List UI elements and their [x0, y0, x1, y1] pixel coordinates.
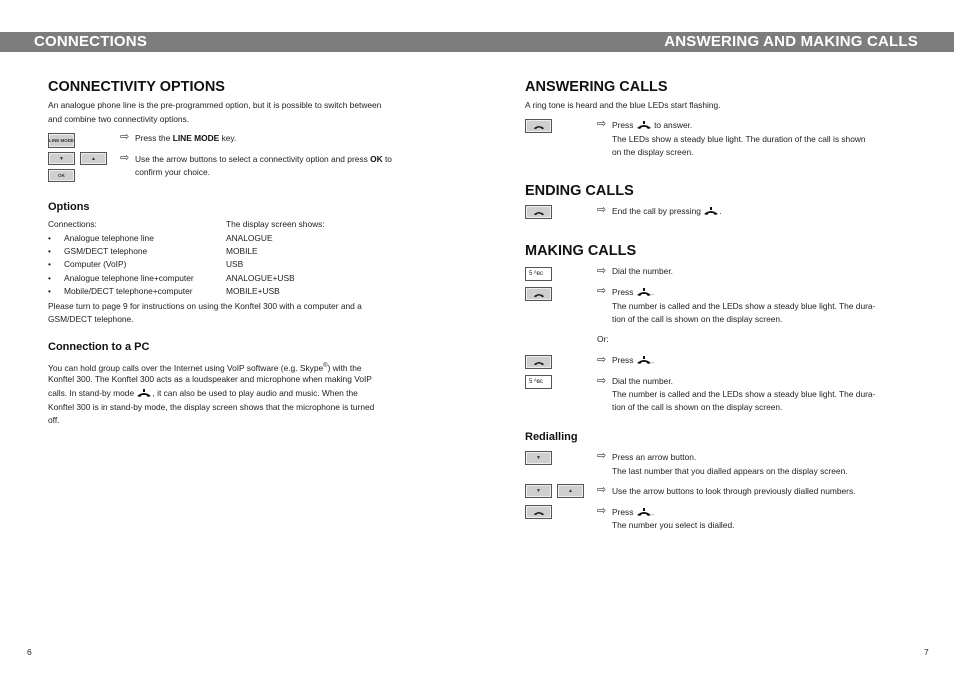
phone-offhook-icon — [136, 389, 152, 398]
connectivity-intro-line1: An analogue phone line is the pre-programmed option, but it is possible to switch between — [48, 100, 382, 110]
header-left-title: CONNECTIONS — [34, 33, 148, 50]
offhook-key-icon — [525, 355, 552, 369]
arrow-up-key-icon: ▲ — [80, 152, 107, 165]
answer-desc-line2: on the display screen. — [612, 147, 694, 157]
make-desc-line2: tion of the call is shown on the display screen. — [612, 314, 783, 324]
make-desc-line2: tion of the call is shown on the display screen. — [612, 402, 783, 412]
select-option-step-line1: Use the arrow buttons to select a connectivity option and press OK to — [135, 154, 392, 164]
redial-step2: Use the arrow buttons to look through previously dialled numbers. — [612, 486, 856, 496]
press-step: Press . — [612, 507, 655, 517]
answering-intro: A ring tone is heard and the blue LEDs start flashing. — [525, 100, 721, 110]
step-arrow-icon: ⇨ — [597, 505, 607, 517]
answering-calls-title: ANSWERING CALLS — [525, 79, 668, 95]
answer-step: Press to answer. — [612, 120, 693, 130]
arrow-up-key-icon: ▲ — [557, 484, 584, 498]
offhook-key-icon — [525, 119, 552, 133]
list-item-display: MOBILE — [226, 246, 258, 256]
line-mode-key-icon: LINE MODE — [48, 133, 75, 148]
making-calls-title: MAKING CALLS — [525, 243, 637, 259]
list-item-display: ANALOGUE — [226, 233, 273, 243]
offhook-key-icon — [525, 287, 552, 301]
list-item: • Analogue telephone line — [48, 233, 154, 243]
phone-offhook-icon — [636, 356, 652, 365]
offhook-key-icon — [525, 505, 552, 519]
connectivity-options-title: CONNECTIVITY OPTIONS — [48, 79, 225, 95]
press-step: Press . — [612, 287, 655, 297]
line-mode-step: Press the LINE MODE key. — [135, 133, 237, 143]
page-number-left: 6 — [27, 647, 32, 657]
header-bar — [0, 32, 954, 52]
list-item-display: USB — [226, 259, 244, 269]
arrow-down-key-icon: ▼ — [48, 152, 75, 165]
options-note-line2: GSM/DECT telephone. — [48, 314, 134, 324]
phone-offhook-icon — [636, 288, 652, 297]
ending-calls-title: ENDING CALLS — [525, 183, 634, 199]
arrow-down-key-icon: ▼ — [525, 484, 552, 498]
make-desc-line1: The number is called and the LEDs show a steady blue light. The dura- — [612, 301, 876, 311]
select-option-step-line2: confirm your choice. — [135, 167, 210, 177]
step-arrow-icon: ⇨ — [120, 152, 130, 164]
step-arrow-icon: ⇨ — [597, 354, 607, 366]
connection-pc-title: Connection to a PC — [48, 341, 150, 353]
offhook-key-icon — [525, 205, 552, 219]
pc-text-line5: off. — [48, 415, 60, 425]
step-arrow-icon: ⇨ — [120, 131, 130, 143]
step-arrow-icon: ⇨ — [597, 450, 607, 462]
pc-text-line4: Konftel 300 is in stand-by mode, the display screen shows that the microphone is turned — [48, 402, 375, 412]
or-label: Or: — [597, 334, 609, 344]
options-note-line1: Please turn to page 9 for instructions on using the Konftel 300 with a computer and a — [48, 301, 362, 311]
pc-text-line3: calls. In stand-by mode , it can also be used to play audio and music. When the — [48, 388, 358, 398]
step-arrow-icon: ⇨ — [597, 285, 607, 297]
step-arrow-icon: ⇨ — [597, 265, 607, 277]
phone-offhook-icon — [703, 207, 719, 216]
press-step: Press . — [612, 355, 655, 365]
list-item: • Computer (VoIP) — [48, 259, 127, 269]
redial-desc3: The number you select is dialled. — [612, 520, 735, 530]
page-number-right: 7 — [924, 647, 929, 657]
options-col2-header: The display screen shows: — [226, 219, 325, 229]
answer-desc-line1: The LEDs show a steady blue light. The duration of the call is shown — [612, 134, 866, 144]
dial-step: Dial the number. — [612, 376, 673, 386]
list-item: • GSM/DECT telephone — [48, 246, 148, 256]
list-item: • Mobile/DECT telephone+computer — [48, 286, 193, 296]
redial-step1: Press an arrow button. — [612, 452, 697, 462]
step-arrow-icon: ⇨ — [597, 204, 607, 216]
pc-text-line2: Konftel 300. The Konftel 300 acts as a loudspeaker and microphone when making VoIP — [48, 374, 372, 384]
redialling-title: Redialling — [525, 431, 578, 443]
connectivity-intro-line2: and combine two connectivity options. — [48, 114, 190, 124]
dial-step: Dial the number. — [612, 266, 673, 276]
redial-desc1: The last number that you dialled appears on the display screen. — [612, 466, 848, 476]
arrow-down-key-icon: ▼ — [525, 451, 552, 465]
phone-offhook-icon — [636, 121, 652, 130]
pc-text-line1: You can hold group calls over the Internet using VoIP software (e.g. Skype®) with the — [48, 362, 362, 373]
list-item-display: MOBILE+USB — [226, 286, 280, 296]
make-desc-line1: The number is called and the LEDs show a steady blue light. The dura- — [612, 389, 876, 399]
options-col1-header: Connections: — [48, 219, 97, 229]
list-item-display: ANALOGUE+USB — [226, 273, 295, 283]
keypad-display-icon: 5 ᴬʙᴄ — [525, 267, 552, 281]
list-item: • Analogue telephone line+computer — [48, 273, 194, 283]
header-right-title: ANSWERING AND MAKING CALLS — [664, 33, 918, 50]
keypad-display-icon: 5 ᴬʙᴄ — [525, 375, 552, 389]
step-arrow-icon: ⇨ — [597, 118, 607, 130]
ok-key-icon: OK — [48, 169, 75, 182]
end-step: End the call by pressing . — [612, 206, 722, 216]
step-arrow-icon: ⇨ — [597, 375, 607, 387]
phone-offhook-icon — [636, 508, 652, 517]
options-title: Options — [48, 201, 90, 213]
step-arrow-icon: ⇨ — [597, 484, 607, 496]
